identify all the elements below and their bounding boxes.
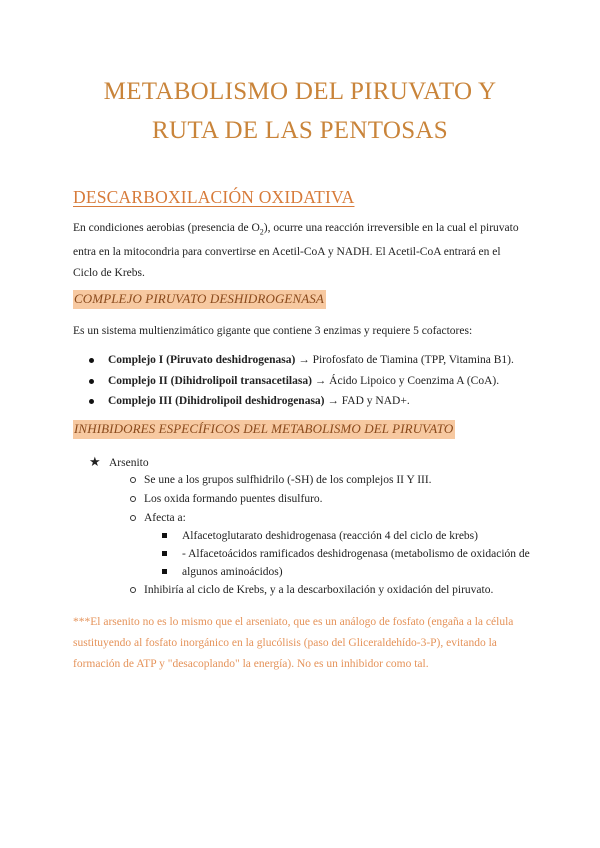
circle-bullet-icon (130, 515, 136, 521)
list-item: Afecta a: (127, 508, 186, 528)
list-item: Los oxida formando puentes disulfuro. (127, 489, 323, 509)
section-heading-complejo: COMPLEJO PIRUVATO DESHIDROGENASA (73, 290, 326, 309)
list-item (80, 391, 514, 412)
title-line-1: METABOLISMO DEL PIRUVATO Y (103, 78, 497, 105)
paragraph-text-start: En condiciones aerobias (presencia de O (73, 222, 260, 234)
enzyme-name: Complejo II (Dihidrolipoil transacetilasa) (108, 374, 312, 387)
list-item: Se une a los grupos sulfhidrilo (-SH) de los complejos II Y III. (127, 470, 432, 490)
cofactor-text: → Ácido Lipoico y Coenzima A (CoA). (311, 374, 500, 387)
page-title (0, 72, 600, 150)
arsenito-note: ***El arsenito no es lo mismo que el arseniato, que es un análogo de fosfato (engaña a la célula sustituyendo al fosfato inorgánico en la glucólisis (paso del Gliceraldehído-3-P), evitando la formación de ATP y "desacoplando" la energía). No es un inhibidor como tal. (73, 616, 514, 670)
paragraph-text-end: ), ocurre una reacción irreversible en la cual el piruvato entra en la mitocondria para convertirse en Acetil-CoA y NADH. El Acetil-CoA entrará en el Ciclo de Krebs. (73, 222, 519, 280)
descarboxilacion-paragraph (73, 218, 528, 284)
circle-bullet-icon (130, 587, 136, 593)
enzyme-name: Complejo I (Piruvato deshidrogenasa) (108, 354, 296, 366)
bullet-icon (89, 379, 94, 384)
list-item: algunos aminoácidos) (162, 562, 283, 582)
list-item (80, 350, 514, 371)
cofactor-list (80, 350, 514, 412)
oxygen-subscript: 2 (259, 227, 264, 237)
cofactor-text: → FAD y NAD+. (324, 395, 410, 407)
list-item: Inhibiría al ciclo de Krebs, y a la descarboxilación y oxidación del piruvato. (127, 580, 493, 600)
square-bullet-icon (162, 569, 167, 574)
circle-bullet-icon (130, 496, 136, 502)
star-icon: ★ (89, 454, 101, 469)
list-item: - Alfacetoácidos ramificados deshidrogenasa (metabolismo de oxidación de (162, 544, 530, 564)
enzyme-name: Complejo III (Dihidrolipoil deshidrogenasa) (108, 395, 325, 407)
bullet-icon (89, 399, 94, 404)
section-heading-descarboxilacion: DESCARBOXILACIÓN OXIDATIVA (73, 187, 355, 207)
title-line-2: RUTA DE LAS PENTOSAS (152, 117, 448, 144)
square-bullet-icon (162, 551, 167, 556)
list-item (80, 371, 514, 392)
section-heading-inhibidores: INHIBIDORES ESPECÍFICOS DEL METABOLISMO DEL PIRUVATO (73, 420, 455, 439)
cofactor-text: → Pirofosfato de Tiamina (TPP, Vitamina B1). (295, 354, 514, 366)
list-item: Alfacetoglutarato deshidrogenasa (reacción 4 del ciclo de krebs) (162, 526, 478, 546)
complejo-intro: Es un sistema multienzimático gigante que contiene 3 enzimas y requiere 5 cofactores: (73, 325, 473, 337)
star-item-label: Arsenito (109, 457, 149, 469)
circle-bullet-icon (130, 477, 136, 483)
bullet-icon (89, 358, 94, 363)
square-bullet-icon (162, 533, 167, 538)
